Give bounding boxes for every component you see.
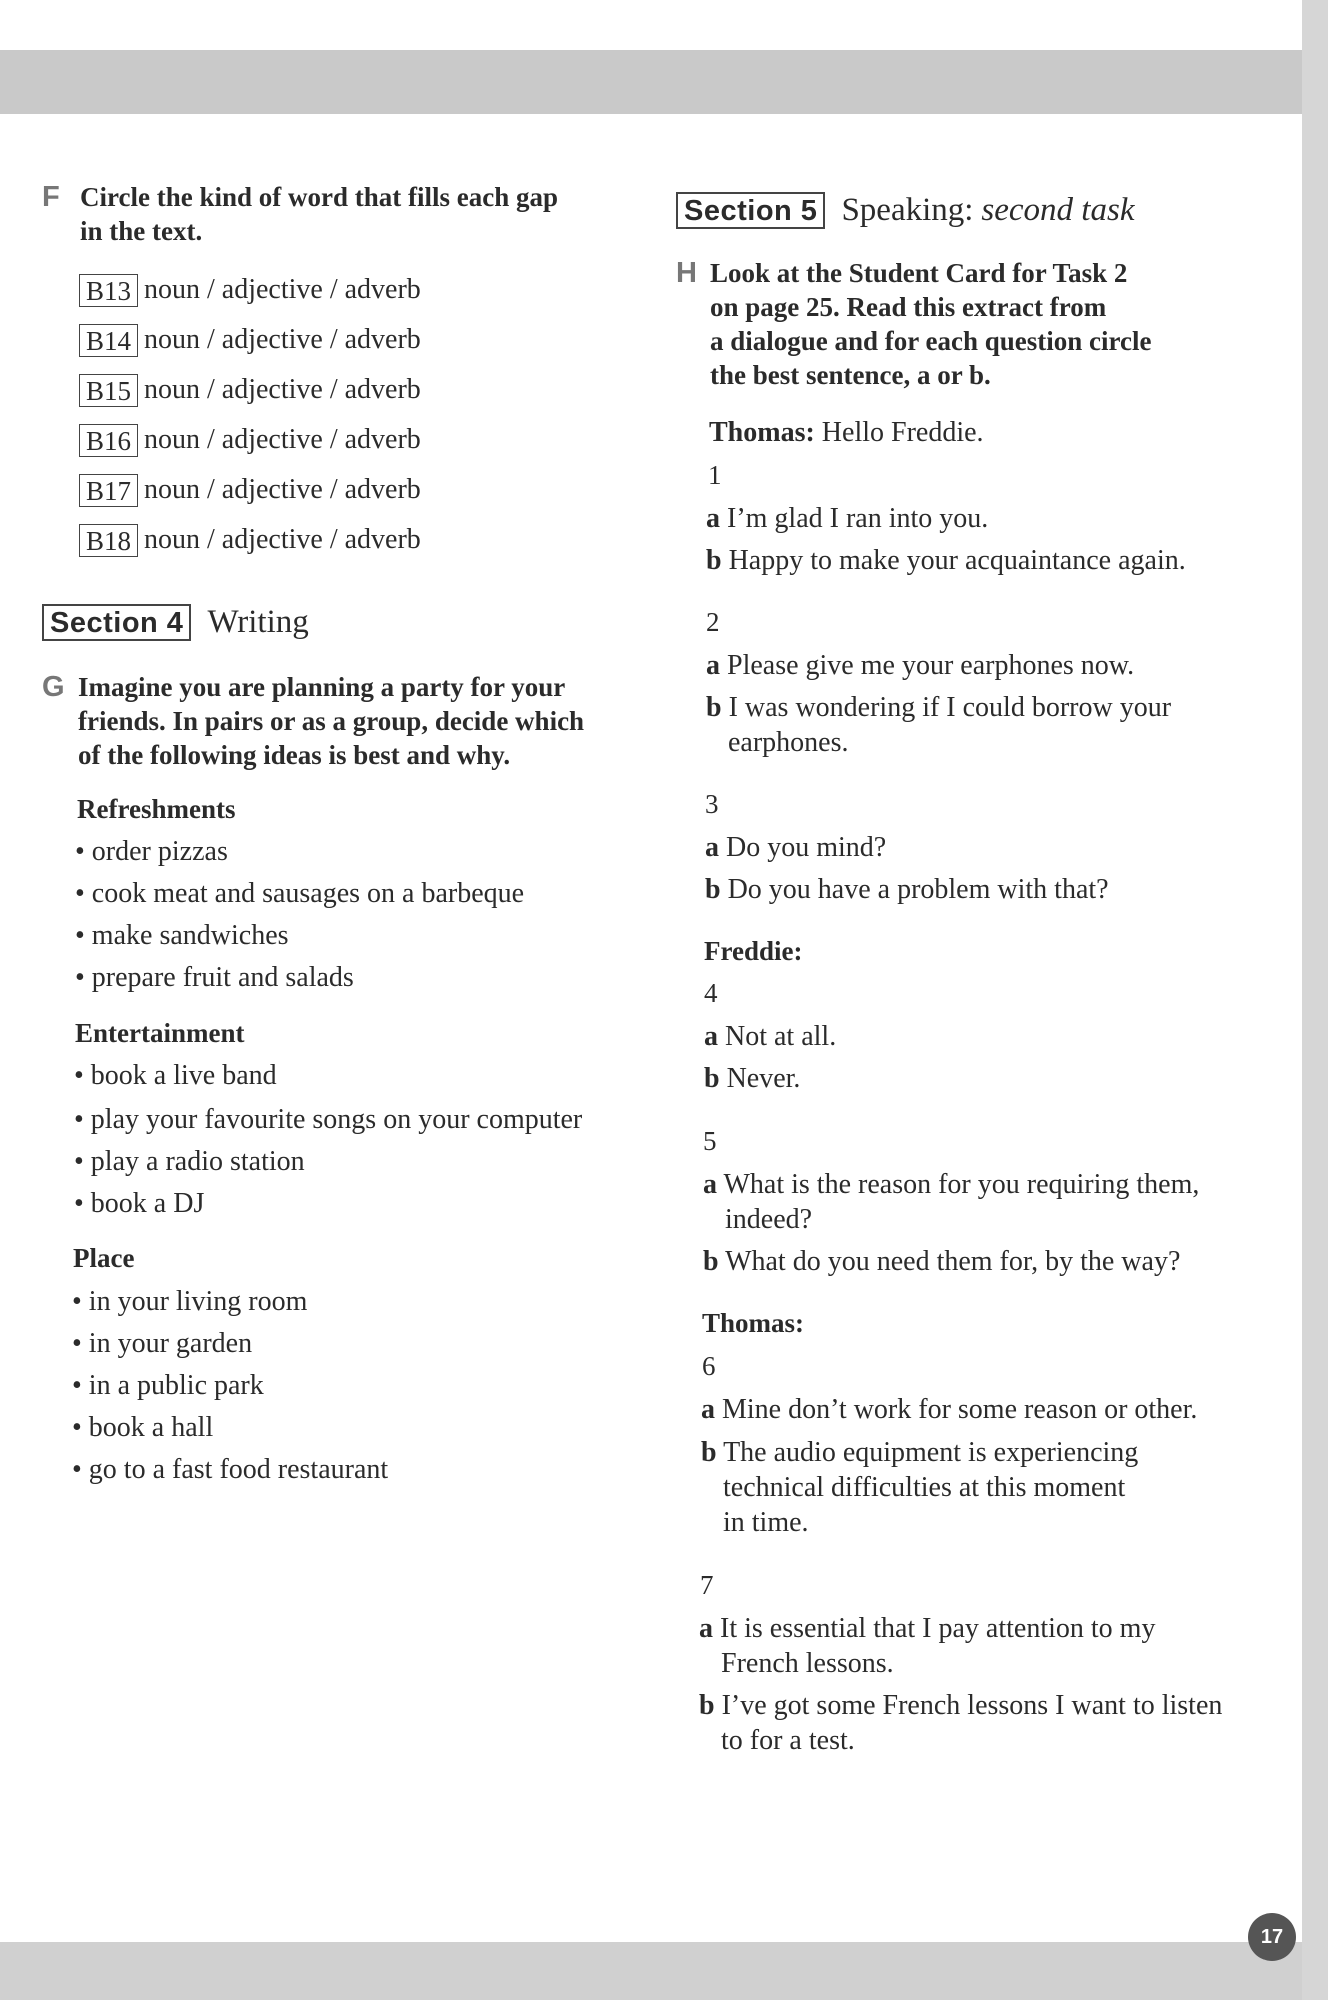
list-item: • make sandwiches — [75, 920, 289, 951]
list-item: • order pizzas — [75, 836, 228, 867]
section-4-header — [42, 604, 309, 641]
answer-option[interactable]: b Do you have a problem with that? — [705, 874, 1109, 905]
list-item: • play a radio station — [74, 1146, 305, 1177]
list-item: • in your garden — [72, 1328, 253, 1359]
answer-option[interactable]: b What do you need them for, by the way? — [703, 1246, 1181, 1277]
gap-options[interactable]: noun / adjective / adverb — [144, 474, 421, 505]
list-item: • book a DJ — [74, 1188, 205, 1219]
question-number: 5 — [703, 1126, 717, 1156]
task-instruction: of the following ideas is best and why. — [78, 740, 511, 770]
header-bar — [0, 50, 1302, 114]
gap-row — [79, 472, 421, 508]
gap-code: B15 — [79, 374, 138, 407]
task-instruction: Imagine you are planning a party for your — [78, 672, 566, 702]
task-instruction: a dialogue and for each question circle — [710, 326, 1152, 356]
list-item: • book a live band — [74, 1060, 277, 1091]
task-instruction: Look at the Student Card for Task 2 — [710, 258, 1128, 288]
task-instruction: in the text. — [80, 216, 203, 246]
section-label: Section 5 — [676, 192, 825, 229]
speaker-name: Thomas: — [709, 417, 815, 448]
gap-code: B13 — [79, 274, 138, 307]
group-heading: Place — [73, 1243, 135, 1273]
gap-code: B18 — [79, 524, 138, 557]
list-item: • prepare fruit and salads — [75, 962, 354, 993]
gap-code: B16 — [79, 424, 138, 457]
list-item: • cook meat and sausages on a barbeque — [75, 878, 525, 909]
gap-options[interactable]: noun / adjective / adverb — [144, 524, 421, 555]
gap-row — [79, 422, 421, 458]
list-item: • play your favourite songs on your computer — [74, 1104, 583, 1135]
gap-code: B14 — [79, 324, 138, 357]
speaker-name: Thomas: — [702, 1308, 805, 1338]
answer-option[interactable]: a Do you mind? — [705, 832, 887, 863]
answer-option[interactable]: b Never. — [704, 1063, 801, 1094]
speech-text: Hello Freddie. — [814, 417, 984, 448]
answer-option[interactable]: b Happy to make your acquaintance again. — [706, 545, 1186, 576]
answer-option[interactable]: a I’m glad I ran into you. — [706, 503, 989, 534]
group-heading: Refreshments — [77, 794, 236, 824]
answer-option[interactable]: a What is the reason for you requiring them, indeed? — [703, 1169, 1200, 1235]
question-number: 1 — [708, 460, 722, 490]
answer-option[interactable]: a Mine don’t work for some reason or other. — [701, 1394, 1198, 1425]
question-number: 7 — [700, 1570, 714, 1600]
gap-row — [79, 322, 421, 358]
top-band — [0, 0, 1328, 114]
speaker-name: Freddie: — [704, 936, 803, 966]
answer-option[interactable]: b I was wondering if I could borrow your earphones. — [706, 692, 1172, 758]
group-heading: Entertainment — [75, 1018, 245, 1048]
task-letter: H — [676, 257, 697, 289]
answer-option[interactable]: b The audio equipment is experiencing technical difficulties at this moment in time. — [701, 1437, 1139, 1538]
list-item: • in your living room — [72, 1286, 308, 1317]
task-g — [42, 670, 642, 772]
gap-row — [79, 372, 421, 408]
task-letter: G — [42, 671, 65, 703]
list-item: • go to a fast food restaurant — [72, 1454, 389, 1485]
list-item: • in a public park — [72, 1370, 264, 1401]
task-h — [676, 256, 1276, 392]
question-number: 6 — [702, 1351, 716, 1381]
task-instruction: friends. In pairs or as a group, decide which — [78, 706, 585, 736]
gap-options[interactable]: noun / adjective / adverb — [144, 324, 421, 355]
gap-row — [79, 272, 421, 308]
gap-row — [79, 522, 421, 558]
gap-options[interactable]: noun / adjective / adverb — [144, 374, 421, 405]
question-number: 2 — [706, 607, 720, 637]
answer-option[interactable]: b I’ve got some French lessons I want to listen to for a test. — [699, 1690, 1223, 1756]
task-instruction: Circle the kind of word that fills each gap — [80, 182, 558, 212]
question-number: 3 — [705, 789, 719, 819]
section-label: Section 4 — [42, 604, 191, 641]
dialogue-line — [709, 416, 984, 450]
task-instruction: on page 25. Read this extract from — [710, 292, 1107, 322]
gap-options[interactable]: noun / adjective / adverb — [144, 274, 421, 305]
footer-bar — [0, 1942, 1302, 2000]
answer-option[interactable]: a It is essential that I pay attention to my French lessons. — [699, 1613, 1156, 1679]
section-title: Writing — [207, 604, 309, 640]
section-title: Speaking: — [841, 192, 974, 228]
task-instruction: the best sentence, a or b. — [710, 360, 991, 390]
gap-code: B17 — [79, 474, 138, 507]
task-letter: F — [42, 181, 60, 213]
gap-options[interactable]: noun / adjective / adverb — [144, 424, 421, 455]
task-f — [42, 180, 642, 248]
section-subtitle: second task — [981, 192, 1135, 228]
answer-option[interactable]: a Please give me your earphones now. — [706, 650, 1135, 681]
section-5-header — [676, 192, 1134, 229]
question-number: 4 — [704, 978, 718, 1008]
page-edge — [1302, 0, 1328, 2000]
page-number: 17 — [1248, 1913, 1296, 1961]
list-item: • book a hall — [72, 1412, 214, 1443]
answer-option[interactable]: a Not at all. — [704, 1021, 837, 1052]
